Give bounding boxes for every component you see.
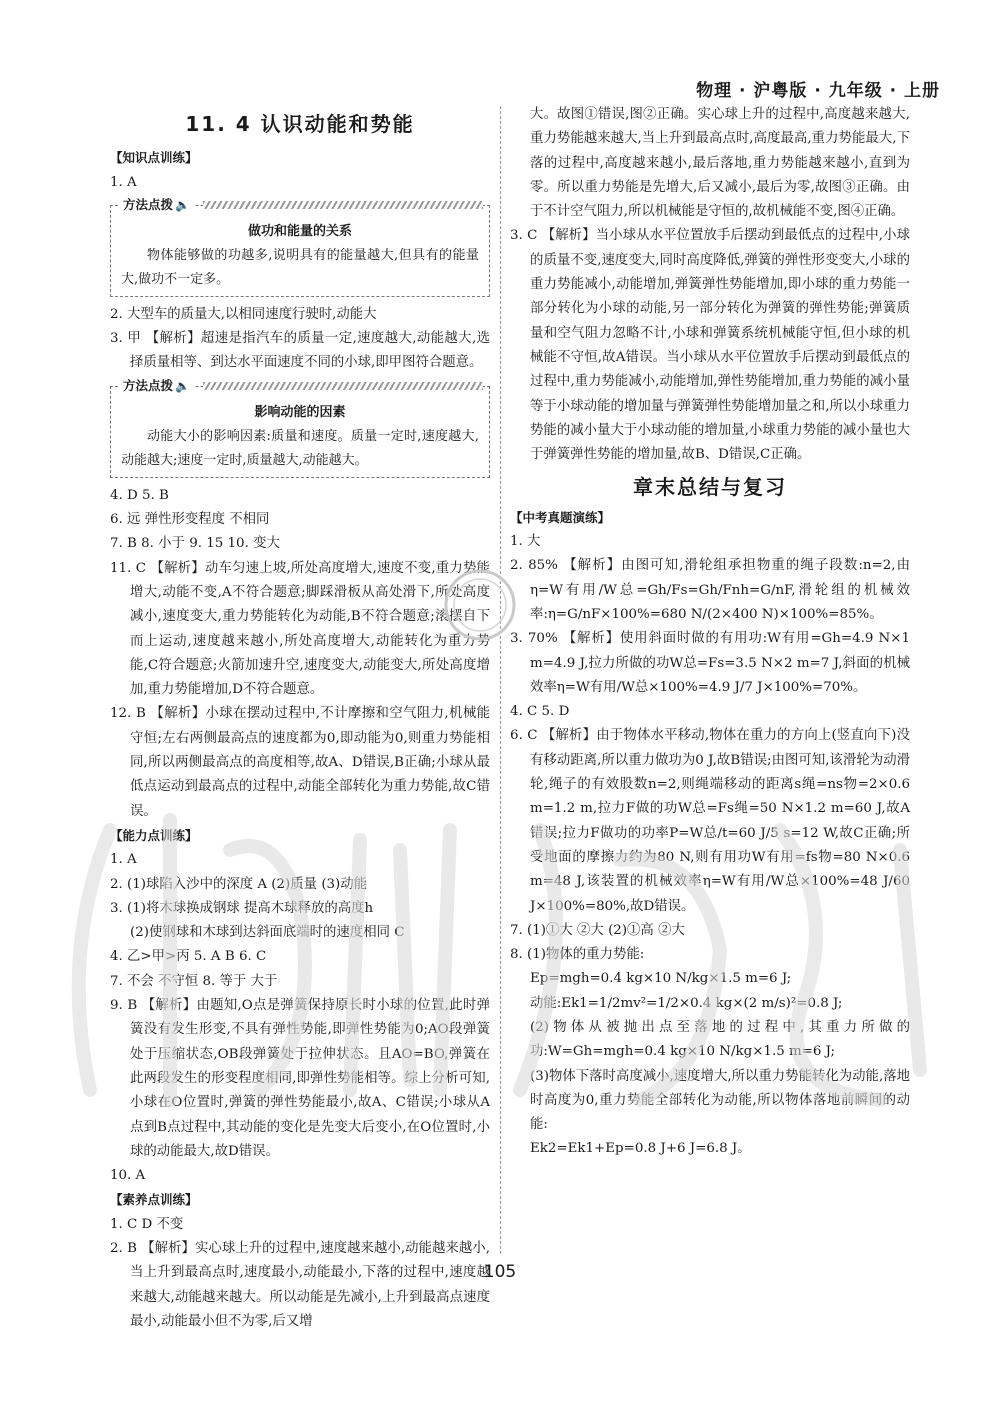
answer-item: 2. 85% 【解析】由图可知,滑轮组承担物重的绳子段数:n=2,由η=W有用/W总=Gh/Fs=Gh/Fnh=G/nF,滑轮组的机械效率:η=G/nF×100%=680 N/(2×400 N)×100%=85%。: [510, 558, 910, 622]
answer-item: 1. A: [110, 174, 137, 190]
formula-line: 动能:Ek1=1/2mv²=1/2×0.4 kg×(2 m/s)²=0.8 J;: [530, 995, 843, 1011]
tip-head: 方法点拨 🔈: [119, 195, 194, 215]
method-tip-box: [110, 377, 490, 478]
formula-line: (3)物体下落时高度减小,速度增大,所以重力势能转化为动能,落地时高度为0,重力势能全部转化为动能,所以物体落地前瞬间的动能:: [530, 1068, 910, 1133]
tip-stripe: [203, 382, 483, 390]
answer-item: 3. (1)将木球换成钢球 提高木球释放的高度h: [110, 900, 374, 916]
speaker-icon: 🔈: [175, 197, 190, 212]
answer-item: 3. 甲 【解析】超速是指汽车的质量一定,速度越大,动能越大,选择质量相等、到达水平面速度不同的小球,即甲图符合题意。: [110, 331, 490, 371]
answer-item: 12. B 【解析】小球在摆动过程中,不计摩擦和空气阻力,机械能守恒;左右两侧最高点的速度都为0,即动能为0,则重力势能相同,所以两侧最高点的高度相等,故A、D错误,B正确;小球从最低点运动到最高点的过程中,动能全部转化为重力势能,故C错误。: [110, 706, 490, 819]
answer-item: 2. 大型车的质量大,以相同速度行驶时,动能大: [110, 306, 377, 322]
answer-item: 6. 远 弹性形变程度 不相同: [110, 512, 270, 528]
speaker-icon: 🔈: [175, 378, 190, 393]
answer-item: (2)使钢球和木球到达斜面底端时的速度相同 C: [130, 925, 405, 941]
ability-label: 【能力点训练】: [110, 827, 198, 843]
answer-item: 1. C D 不变: [110, 1216, 184, 1232]
answer-item: 10. A: [110, 1168, 146, 1184]
method-tip-box: [110, 196, 490, 297]
answer-item: 6. C 【解析】由于物体水平移动,物体在重力的方向上(竖直向下)没有移动距离,所以重力做功为0 J,故B错误;由图可知,该滑轮为动滑轮,绳子的有效股数n=2,则绳端移动的距离s绳=ns物=2×0.6 m=1.2 m,拉力F做的功W总=Fs绳=50 N×1.2 m=60 J,故A错误;拉力F做功的功率P=W总/t=60 J/5 s=12 W,故C正确;所受地面的摩擦力约为80 N,则有用功W有用=fs物=80 N×0.6 m=48 J,该装置的机械效率η=W有用/W总×100%=48 J/60 J×100%=80%,故D错误。: [510, 728, 910, 914]
answer-item: 2. B 【解析】实心球上升的过程中,速度越来越小,动能越来越小,当上升到最高点时,速度最小,动能最小,下落的过程中,速度越来越大,动能越来越大。所以动能是先减小,上升到最高点速度最小,动能最小但不为零,后又增: [110, 1240, 490, 1329]
column-divider: [500, 106, 501, 1254]
left-column: [110, 106, 490, 1334]
formula-line: Ek2=Ek1+Ep=0.8 J+6 J=6.8 J。: [530, 1141, 751, 1157]
answer-item: 1. A: [110, 852, 137, 868]
tip-body: 动能大小的影响因素:质量和速度。质量一定时,速度越大,动能越大;速度一定时,质量越大,动能越大。: [121, 428, 479, 468]
tip-title: 做功和能量的关系: [247, 223, 352, 239]
answer-item: 3. 70% 【解析】使用斜面时做的有用功:W有用=Gh=4.9 N×1 m=4.9 J,拉力所做的功W总=Fs=3.5 N×2 m=7 J,斜面的机械效率η=W有用/W总×100%=4.9 J/7 J×100%=70%。: [510, 631, 910, 695]
tip-stripe: [203, 201, 483, 209]
answer-item: 8. (1)物体的重力势能:: [510, 947, 645, 963]
answer-item: 4. C 5. D: [510, 704, 570, 720]
chapter-title: 章末总结与复习: [633, 475, 787, 500]
answer-item: 2. (1)球陷入沙中的深度 A (2)质量 (3)动能: [110, 876, 368, 892]
answer-item: 4. 乙>甲>丙 5. A B 6. C: [110, 949, 267, 965]
answer-item: 7. (1)①大 ②大 (2)①高 ②大: [510, 922, 685, 938]
answer-item: 1. 大: [510, 534, 541, 550]
tip-title: 影响动能的因素: [254, 404, 346, 420]
answer-item: 4. D 5. B: [110, 487, 169, 503]
formula-line: (2)物体从被抛出点至落地的过程中,其重力所做的功:W=Gh=mgh=0.4 kg×10 N/kg×1.5 m=6 J;: [530, 1019, 910, 1060]
answer-item: 7. 不会 不守恒 8. 等于 大于: [110, 973, 278, 989]
answer-item-continued: 大。故图①错误,图②正确。实心球上升的过程中,高度越来越大,重力势能越来越大,当上升到最高点时,高度最高,重力势能最大,下落的过程中,高度越来越小,最后落地,重力势能越来越小,直到为零。所以重力势能是先增大,后又减小,最后为零,故图③正确。由于不计空气阻力,所以机械能是守恒的,故机械能不变,图④正确。: [530, 107, 910, 220]
right-column: [510, 103, 910, 1162]
answer-item: 3. C 【解析】当小球从水平位置放手后摆动到最低点的过程中,小球的质量不变,速度变大,同时高度降低,弹簧的弹性形变变大,小球的重力势能减小,动能增加,弹簧弹性势能增加,即小球的重力势能一部分转化为小球的动能,另一部分转化为弹簧的弹性势能;弹簧质量和空气阻力忽略不计,小球和弹簧系统机械能守恒,但小球的机械能不守恒,故A错误。当小球从水平位置放手后摆动到最低点的过程中,重力势能减小,动能增加,弹性势能增加,重力势能的减小量等于小球动能的增加量与弹簧弹性势能增加量之和,所以小球重力势能的减小量大于小球动能的增加量,小球重力势能的减小量也大于弹簧弹性势能的增加量,故B、D错误,C正确。: [510, 228, 910, 463]
tip-head: 方法点拨 🔈: [119, 376, 194, 396]
answer-item: 11. C 【解析】动车匀速上坡,所处高度增大,速度不变,重力势能增大,动能不变,A不符合题意;脚踩滑板从高处滑下,所处高度减小,速度变大,重力势能转化为动能,B不符合题意;滚摆自下而上运动,速度越来越小,所处高度增大,动能转化为重力势能,C符合题意;火箭加速升空,速度变大,动能变大,所处高度增加,重力势能增加,D不符合题意。: [110, 560, 490, 698]
exam-label: 【中考真题演练】: [510, 509, 611, 525]
knowledge-label: 【知识点训练】: [110, 150, 198, 166]
tip-body: 物体能够做的功越多,说明具有的能量越大,但具有的能量大,做功不一定多。: [121, 247, 479, 287]
answer-item: 7. B 8. 小于 9. 15 10. 变大: [110, 536, 280, 552]
answer-item: 9. B 【解析】由题知,O点是弹簧保持原长时小球的位置,此时弹簧没有发生形变,不具有弹性势能,即弹性势能为0;AO段弹簧处于压缩状态,OB段弹簧处于拉伸状态。且AO=BO,弹簧在此两段发生的形变程度相同,即弹性势能相等。综上分析可知,小球在O位置时,弹簧的弹性势能最小,故A、C错误;小球从A点到B点过程中,其动能的变化是先变大后变小,在O位置时,小球的动能最大,故D错误。: [110, 998, 490, 1159]
page-header: 物理 · 沪粤版 · 九年级 · 上册: [696, 81, 940, 101]
literacy-label: 【素养点训练】: [110, 1192, 198, 1208]
page-number: 105: [483, 1262, 517, 1282]
section-title: 11. 4 认识动能和势能: [185, 112, 415, 136]
formula-line: Ep=mgh=0.4 kg×10 N/kg×1.5 m=6 J;: [530, 971, 792, 987]
